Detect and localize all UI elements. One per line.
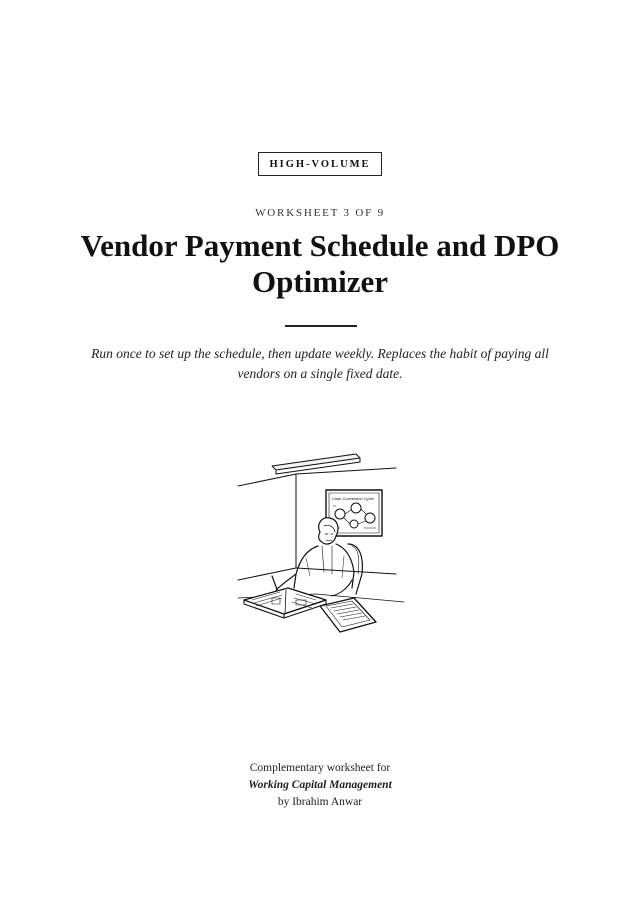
- page-subtitle: Run once to set up the schedule, then update weekly. Replaces the habit of paying all vendors on a single fixed date.: [91, 346, 549, 381]
- office-worker-illustration: [236, 448, 406, 638]
- book-title: Working Capital Management: [248, 779, 392, 791]
- footer-credits: [0, 760, 640, 811]
- title-divider: [285, 325, 357, 327]
- footer-intro: Complementary worksheet for: [249, 762, 391, 774]
- author-line: by Ibrahim Anwar: [277, 796, 363, 808]
- volume-badge: HIGH-VOLUME: [258, 152, 382, 176]
- page-title: Vendor Payment Schedule and DPO Optimizer: [80, 228, 560, 299]
- open-binder: [244, 588, 326, 618]
- document-tablet: [320, 598, 376, 632]
- poster-title: Cash Conversion Cycle: [332, 496, 374, 501]
- worksheet-number: WORKSHEET 3 OF 9: [255, 207, 385, 219]
